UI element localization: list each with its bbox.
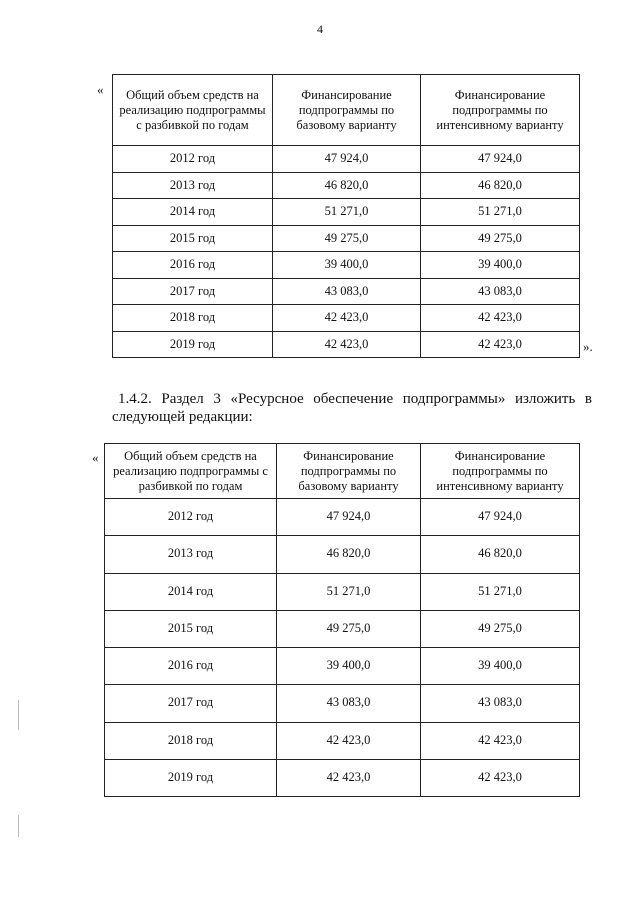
base-value-cell: 42 423,0 — [277, 722, 421, 759]
year-cell: 2014 год — [105, 573, 277, 610]
table-row — [105, 610, 580, 647]
funding-table-new — [104, 443, 580, 797]
table-row — [105, 760, 580, 797]
table-row — [113, 305, 580, 332]
scan-artifact — [18, 700, 19, 730]
table-row — [113, 331, 580, 358]
year-cell: 2018 год — [105, 722, 277, 759]
base-value-cell: 39 400,0 — [277, 648, 421, 685]
year-cell: 2019 год — [105, 760, 277, 797]
amendment-paragraph: 1.4.2. Раздел 3 «Ресурсное обеспечение подпрограммы» изложить в следующей редакции: — [112, 391, 592, 425]
intensive-value-cell: 47 924,0 — [421, 499, 580, 536]
intensive-value-cell: 46 820,0 — [421, 536, 580, 573]
year-cell: 2019 год — [113, 331, 273, 358]
intensive-value-cell: 42 423,0 — [421, 760, 580, 797]
table-row — [105, 536, 580, 573]
base-value-cell: 43 083,0 — [277, 685, 421, 722]
close-quote: ». — [583, 339, 593, 354]
year-cell: 2013 год — [105, 536, 277, 573]
header-total-funds: Общий объем средств на реализацию подпрограммы с разбивкой по годам — [105, 444, 277, 499]
table-header-row — [113, 75, 580, 146]
intensive-value-cell: 51 271,0 — [421, 199, 580, 226]
table-row — [113, 172, 580, 199]
base-value-cell: 49 275,0 — [277, 610, 421, 647]
table-row — [105, 722, 580, 759]
year-cell: 2016 год — [113, 252, 273, 279]
open-quote-1: « — [97, 82, 104, 97]
table-row — [105, 648, 580, 685]
header-intensive-variant: Финансирование подпрограммы по интенсивному варианту — [421, 75, 580, 146]
base-value-cell: 51 271,0 — [273, 199, 421, 226]
base-value-cell: 43 083,0 — [273, 278, 421, 305]
intensive-value-cell: 42 423,0 — [421, 331, 580, 358]
table-row — [113, 225, 580, 252]
intensive-value-cell: 42 423,0 — [421, 722, 580, 759]
table-row — [105, 573, 580, 610]
base-value-cell: 42 423,0 — [273, 331, 421, 358]
table-row — [105, 685, 580, 722]
year-cell: 2012 год — [105, 499, 277, 536]
table-row — [113, 278, 580, 305]
funding-table-old — [112, 74, 580, 358]
year-cell: 2016 год — [105, 648, 277, 685]
intensive-value-cell: 51 271,0 — [421, 573, 580, 610]
base-value-cell: 46 820,0 — [277, 536, 421, 573]
year-cell: 2015 год — [105, 610, 277, 647]
base-value-cell: 47 924,0 — [277, 499, 421, 536]
table-header-row — [105, 444, 580, 499]
header-intensive-variant: Финансирование подпрограммы по интенсивному варианту — [421, 444, 580, 499]
table-row — [113, 199, 580, 226]
base-value-cell: 42 423,0 — [277, 760, 421, 797]
year-cell: 2017 год — [113, 278, 273, 305]
header-base-variant: Финансирование подпрограммы по базовому варианту — [273, 75, 421, 146]
base-value-cell: 47 924,0 — [273, 146, 421, 173]
table-row — [113, 252, 580, 279]
year-cell: 2017 год — [105, 685, 277, 722]
header-total-funds: Общий объем средств на реализацию подпрограммы с разбивкой по годам — [113, 75, 273, 146]
base-value-cell: 49 275,0 — [273, 225, 421, 252]
table-row — [113, 146, 580, 173]
intensive-value-cell: 43 083,0 — [421, 278, 580, 305]
base-value-cell: 39 400,0 — [273, 252, 421, 279]
intensive-value-cell: 49 275,0 — [421, 610, 580, 647]
scan-artifact — [18, 815, 19, 837]
intensive-value-cell: 46 820,0 — [421, 172, 580, 199]
year-cell: 2012 год — [113, 146, 273, 173]
year-cell: 2018 год — [113, 305, 273, 332]
year-cell: 2015 год — [113, 225, 273, 252]
intensive-value-cell: 39 400,0 — [421, 252, 580, 279]
intensive-value-cell: 42 423,0 — [421, 305, 580, 332]
open-quote-2: « — [92, 450, 99, 465]
base-value-cell: 42 423,0 — [273, 305, 421, 332]
year-cell: 2013 год — [113, 172, 273, 199]
intensive-value-cell: 39 400,0 — [421, 648, 580, 685]
year-cell: 2014 год — [113, 199, 273, 226]
intensive-value-cell: 43 083,0 — [421, 685, 580, 722]
table-row — [105, 499, 580, 536]
base-value-cell: 51 271,0 — [277, 573, 421, 610]
intensive-value-cell: 49 275,0 — [421, 225, 580, 252]
header-base-variant: Финансирование подпрограммы по базовому варианту — [277, 444, 421, 499]
page-number: 4 — [317, 22, 323, 36]
intensive-value-cell: 47 924,0 — [421, 146, 580, 173]
base-value-cell: 46 820,0 — [273, 172, 421, 199]
